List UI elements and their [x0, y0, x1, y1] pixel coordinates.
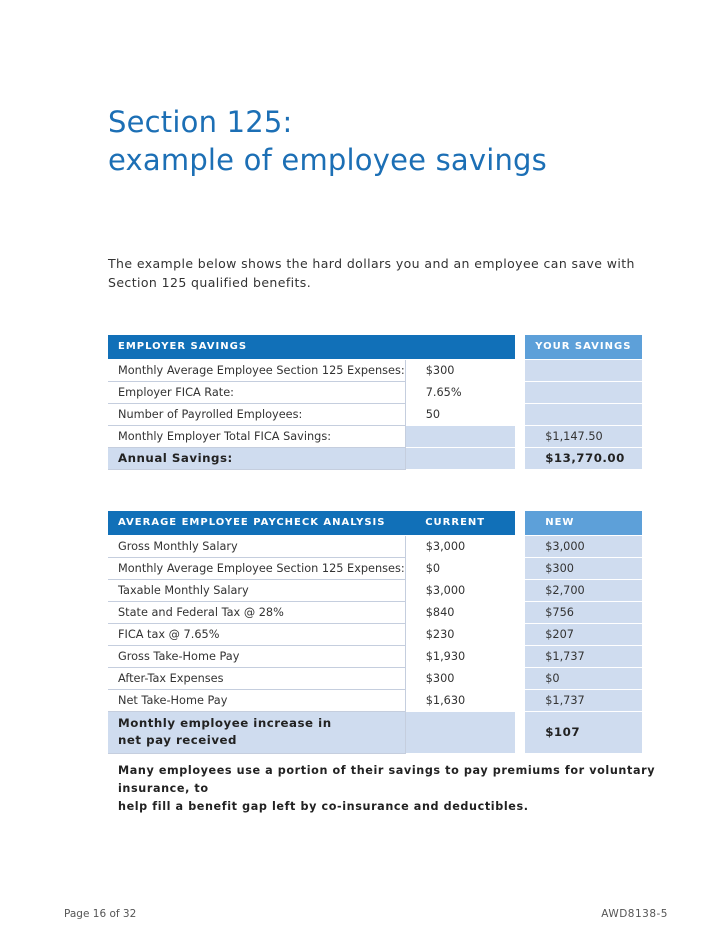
- row-savings: $13,770.00: [525, 447, 642, 469]
- row-label: Monthly Employer Total FICA Savings:: [108, 425, 405, 447]
- paycheck-header-current: CURRENT: [405, 511, 515, 535]
- table-row: [108, 381, 642, 403]
- row-gap: [515, 601, 525, 623]
- row-value: 50: [405, 403, 515, 425]
- row-label: After-Tax Expenses: [108, 667, 405, 689]
- row-value: $300: [405, 359, 515, 381]
- row-label: Gross Take-Home Pay: [108, 645, 405, 667]
- row-savings: $1,147.50: [525, 425, 642, 447]
- row-new: $207: [525, 623, 642, 645]
- row-current: $0: [405, 557, 515, 579]
- row-gap: [515, 689, 525, 711]
- row-label: Gross Monthly Salary: [108, 535, 405, 557]
- table-row: [108, 579, 642, 601]
- row-label: Employer FICA Rate:: [108, 381, 405, 403]
- row-current: $3,000: [405, 579, 515, 601]
- row-gap: [515, 381, 525, 403]
- paycheck-header-gap: [515, 511, 525, 535]
- row-savings: [525, 381, 642, 403]
- row-current: $300: [405, 667, 515, 689]
- row-value: [405, 447, 515, 469]
- row-gap: [515, 403, 525, 425]
- row-label: Monthly Average Employee Section 125 Expenses:: [108, 557, 405, 579]
- row-value: 7.65%: [405, 381, 515, 403]
- employer-header-label: EMPLOYER SAVINGS: [108, 335, 405, 359]
- table-row: [108, 623, 642, 645]
- row-label: Net Take-Home Pay: [108, 689, 405, 711]
- row-label: State and Federal Tax @ 28%: [108, 601, 405, 623]
- table-row: [108, 359, 642, 381]
- row-label: Annual Savings:: [108, 447, 405, 469]
- row-savings: [525, 403, 642, 425]
- row-gap: [515, 579, 525, 601]
- row-gap: [515, 557, 525, 579]
- title-line-2: example of employee savings: [108, 143, 547, 177]
- row-new: $300: [525, 557, 642, 579]
- table-row-total: [108, 711, 642, 753]
- intro-paragraph: The example below shows the hard dollars you and an employee can save with Section 125 qualified benefits.: [108, 256, 635, 290]
- page-number: Page 16 of 32: [64, 908, 137, 920]
- row-gap: [515, 711, 525, 753]
- table-row: [108, 425, 642, 447]
- table-row: [108, 557, 642, 579]
- row-current: $3,000: [405, 535, 515, 557]
- row-new: $1,737: [525, 645, 642, 667]
- row-label: Monthly Average Employee Section 125 Expenses:: [108, 359, 405, 381]
- row-gap: [515, 359, 525, 381]
- row-gap: [515, 535, 525, 557]
- row-new: $2,700: [525, 579, 642, 601]
- paycheck-header-new: NEW: [525, 511, 642, 535]
- row-gap: [515, 447, 525, 469]
- row-current: [405, 711, 515, 753]
- row-value: [405, 425, 515, 447]
- row-label: Number of Payrolled Employees:: [108, 403, 405, 425]
- row-gap: [515, 425, 525, 447]
- row-gap: [515, 623, 525, 645]
- table-row: [108, 689, 642, 711]
- employer-table-header: [108, 335, 642, 359]
- document-code: AWD8138-5: [601, 908, 668, 920]
- paycheck-header-label: AVERAGE EMPLOYEE PAYCHECK ANALYSIS: [108, 511, 405, 535]
- row-current: $230: [405, 623, 515, 645]
- total-label-line-2: net pay received: [118, 733, 237, 747]
- row-new: $3,000: [525, 535, 642, 557]
- employer-header-gap: [515, 335, 525, 359]
- row-current: $840: [405, 601, 515, 623]
- table-row: [108, 403, 642, 425]
- employer-savings-table: [108, 335, 642, 470]
- row-current: $1,630: [405, 689, 515, 711]
- page-title: [108, 103, 547, 179]
- title-line-1: Section 125:: [108, 105, 293, 139]
- table-row-total: [108, 447, 642, 469]
- row-label: FICA tax @ 7.65%: [108, 623, 405, 645]
- paycheck-analysis-table: [108, 511, 642, 754]
- table-row: [108, 667, 642, 689]
- row-new: $1,737: [525, 689, 642, 711]
- row-label: Taxable Monthly Salary: [108, 579, 405, 601]
- row-gap: [515, 645, 525, 667]
- paycheck-table-header: [108, 511, 642, 535]
- row-savings: [525, 359, 642, 381]
- total-label-line-1: Monthly employee increase in: [118, 716, 332, 730]
- table-row: [108, 535, 642, 557]
- employer-header-savings: YOUR SAVINGS: [525, 335, 642, 359]
- row-gap: [515, 667, 525, 689]
- table-row: [108, 601, 642, 623]
- table-row: [108, 645, 642, 667]
- row-new: $107: [525, 711, 642, 753]
- row-label: [108, 711, 405, 753]
- footnote-line-1: Many employees use a portion of their savings to pay premiums for voluntary insurance, to: [118, 764, 656, 795]
- footnote: [118, 762, 678, 816]
- row-new: $756: [525, 601, 642, 623]
- employer-header-mid: [405, 335, 515, 359]
- row-new: $0: [525, 667, 642, 689]
- footnote-line-2: help fill a benefit gap left by co-insurance and deductibles.: [118, 800, 529, 813]
- row-current: $1,930: [405, 645, 515, 667]
